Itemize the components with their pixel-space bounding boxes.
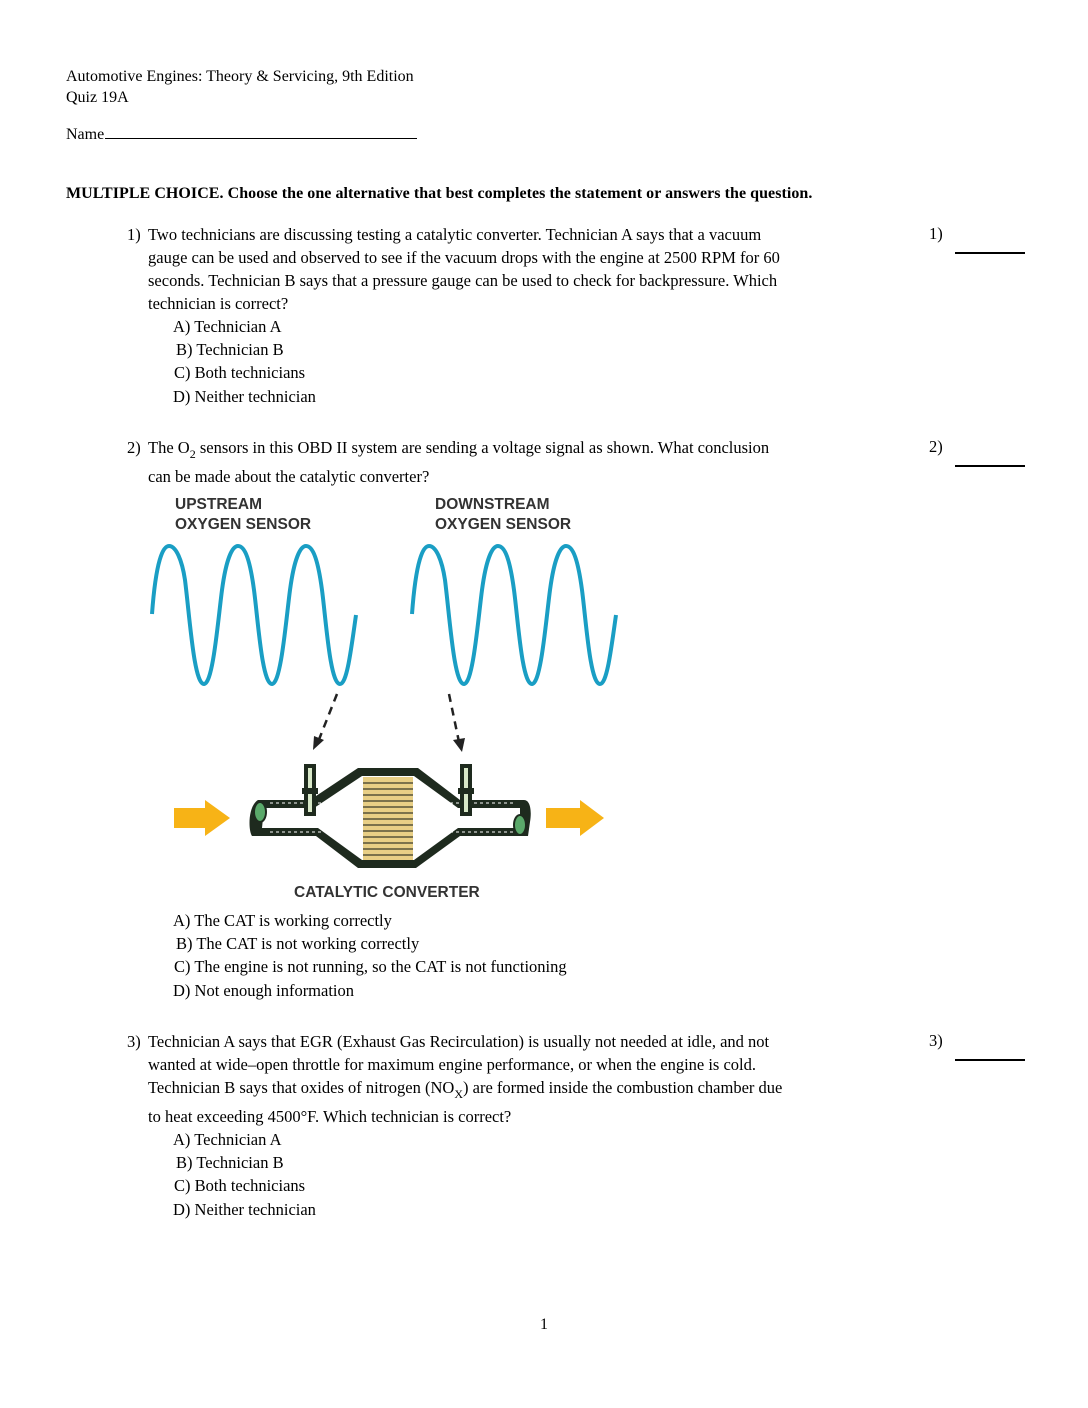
question-text-line: gauge can be used and observed to see if the vacuum drops with the engine at 2500 RPM for 60	[148, 248, 780, 267]
answer-blank-3[interactable]	[955, 1048, 1025, 1066]
question-text-line: Two technicians are discussing testing a catalytic converter. Technician A says that a vacuum	[148, 225, 762, 244]
answer-number: 1)	[929, 224, 943, 243]
downstream-wave	[412, 546, 616, 684]
o2-sensor-diagram	[140, 530, 640, 890]
question-2: 2) The $O_2$ sensors in this OBD II system are sending a voltage signal as shown. What conclusion can be made about the catalytic converter?	[127, 436, 887, 488]
answer-number: 2)	[929, 437, 943, 456]
question-number: 3)	[127, 1032, 141, 1051]
question-text-line: seconds. Technician B says that a pressure gauge can be used to check for backpressure. Which	[148, 271, 778, 290]
question-text-line: wanted at wide–open throttle for maximum engine performance, or when the engine is cold.	[148, 1055, 757, 1074]
question-2-options	[173, 909, 567, 1002]
section-instructions: MULTIPLE CHOICE. Choose the one alternative that best completes the statement or answers the question.	[66, 185, 813, 202]
outlet-pipe-end	[514, 815, 526, 835]
document-header	[66, 66, 414, 108]
question-1	[127, 223, 887, 315]
option-a[interactable]: A) Technician A	[173, 317, 282, 336]
upstream-sensor-label: UPSTREAM OXYGEN SENSOR	[175, 496, 312, 533]
question-text-line: technician is correct?	[148, 294, 289, 313]
option-d[interactable]: D) Not enough information	[173, 980, 355, 1000]
question-number: 2)	[127, 438, 141, 457]
page-number: 1	[540, 1316, 548, 1333]
answer-slot-1[interactable]	[929, 224, 943, 244]
quiz-title: Quiz 19A	[66, 89, 129, 106]
answer-slot-2[interactable]	[929, 437, 943, 457]
question-3-options	[173, 1128, 316, 1221]
answer-number: 3)	[929, 1031, 943, 1050]
option-c[interactable]: C) The engine is not running, so the CAT is not functioning	[174, 957, 567, 977]
answer-blank-2[interactable]	[955, 454, 1025, 472]
figure-caption: CATALYTIC CONVERTER	[294, 884, 480, 901]
question-text-line: Technician A says that EGR (Exhaust Gas Recirculation) is usually not needed at idle, and not	[148, 1032, 770, 1051]
name-field[interactable]	[66, 124, 417, 145]
name-blank[interactable]	[105, 124, 417, 139]
option-b[interactable]: B) Technician B	[176, 340, 284, 360]
option-b[interactable]: B) Technician B	[176, 1153, 284, 1173]
question-1-options	[173, 315, 316, 408]
option-c[interactable]: C) Both technicians	[174, 363, 306, 383]
downstream-sensor	[458, 764, 474, 816]
question-text-line: can be made about the catalytic converter?	[148, 467, 430, 486]
inlet-flow-arrow	[174, 800, 230, 836]
name-label: Name	[66, 126, 105, 143]
question-text-line: to heat exceeding 4500°F. Which technician is correct?	[148, 1107, 512, 1126]
question-number: 1)	[127, 225, 141, 244]
upstream-wave	[152, 546, 356, 684]
outlet-flow-arrow	[546, 800, 604, 836]
option-d[interactable]: D) Neither technician	[173, 386, 316, 406]
answer-blank-1[interactable]	[955, 241, 1025, 259]
option-a[interactable]: A) The CAT is working correctly	[173, 911, 392, 930]
question-3: 3) Technician A says that EGR (Exhaust Gas Recirculation) is usually not needed at idle, and not wanted at wide–open throttle for maximum engine performance, or when the engine is cold. Technician B says that oxides of nitrogen $(NO_X)$ are formed inside the combustion chamber due to heat exceeding 4500°F. Which technician is correct?	[127, 1030, 887, 1128]
inlet-pipe-end	[254, 802, 266, 822]
answer-slot-3[interactable]	[929, 1031, 943, 1051]
upstream-sensor	[302, 764, 318, 816]
book-title: Automotive Engines: Theory & Servicing, 9th Edition	[66, 68, 414, 85]
option-d[interactable]: D) Neither technician	[173, 1199, 316, 1219]
option-c[interactable]: C) Both technicians	[174, 1176, 306, 1196]
downstream-sensor-label: DOWNSTREAM OXYGEN SENSOR	[435, 496, 572, 533]
option-b[interactable]: B) The CAT is not working correctly	[176, 934, 420, 954]
option-a[interactable]: A) Technician A	[173, 1130, 282, 1149]
